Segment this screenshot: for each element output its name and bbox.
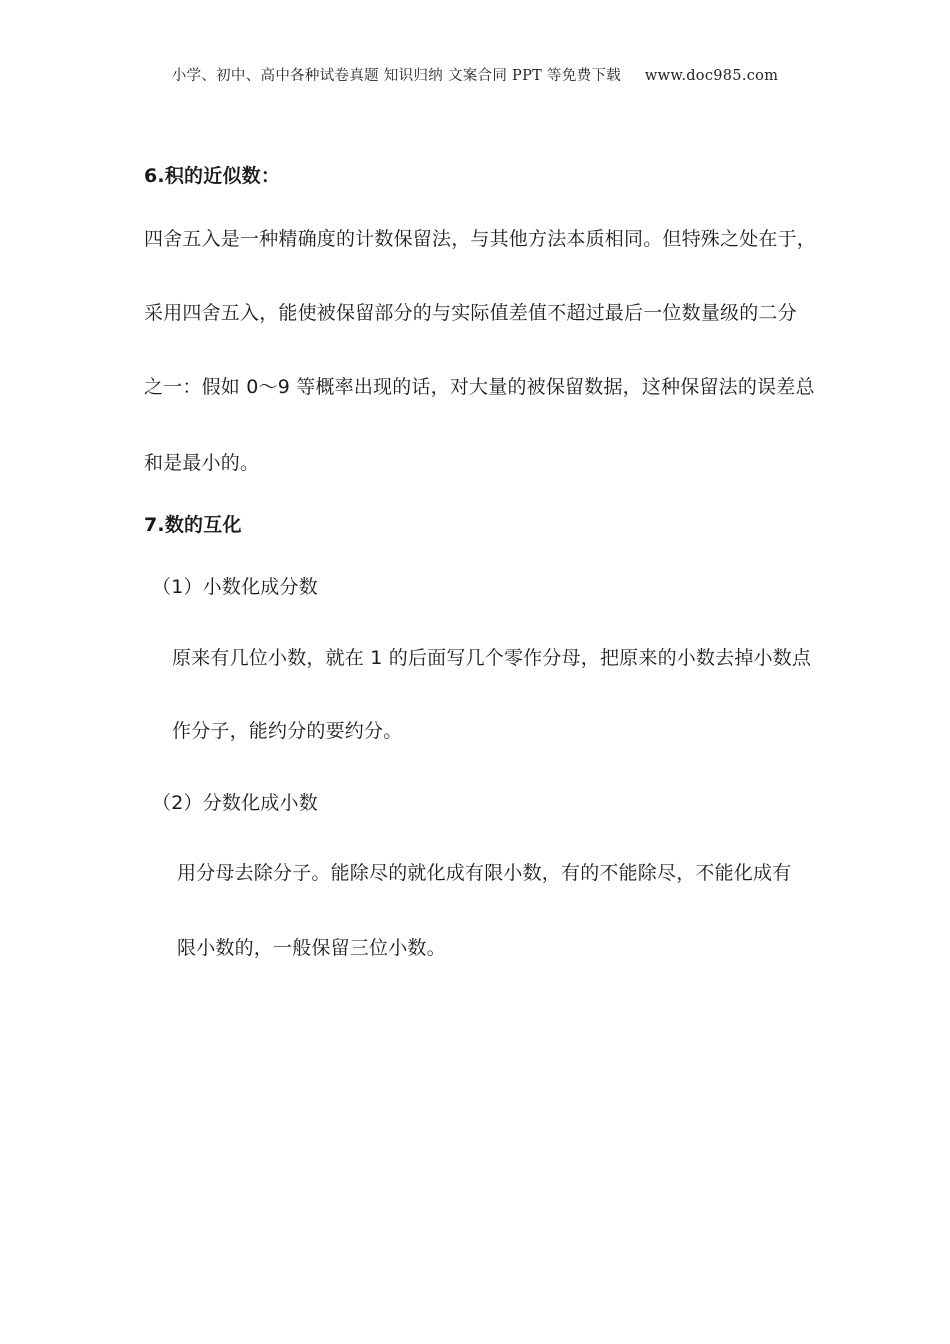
part-1-label: （1）小数化成分数 [152, 576, 318, 598]
part-2-line-2: 限小数的，一般保留三位小数。 [177, 937, 446, 959]
part-1-line-1: 原来有几位小数，就在 1 的后面写几个零作分母，把原来的小数去掉小数点 [172, 647, 812, 669]
section-6-line-4: 和是最小的。 [144, 452, 260, 474]
section-6-title: 6.积的近似数： [144, 165, 281, 187]
header-site: www.doc985.com [644, 68, 779, 84]
header-text: 小学、初中、高中各种试卷真题 知识归纳 文案合同 PPT 等免费下载 [171, 68, 622, 84]
part-1-line-2: 作分子，能约分的要约分。 [172, 720, 403, 742]
section-7-title: 7.数的互化 [144, 514, 242, 536]
section-6-line-3: 之一：假如 0～9 等概率出现的话，对大量的被保留数据，这种保留法的误差总 [144, 376, 815, 398]
page-header [0, 64, 950, 85]
part-2-label: （2）分数化成小数 [152, 792, 318, 814]
section-6-line-2: 采用四舍五入，能使被保留部分的与实际值差值不超过最后一位数量级的二分 [144, 302, 797, 324]
part-2-line-1: 用分母去除分子。能除尽的就化成有限小数，有的不能除尽，不能化成有 [177, 862, 792, 884]
section-6-line-1: 四舍五入是一种精确度的计数保留法，与其他方法本质相同。但特殊之处在于， [144, 228, 817, 250]
